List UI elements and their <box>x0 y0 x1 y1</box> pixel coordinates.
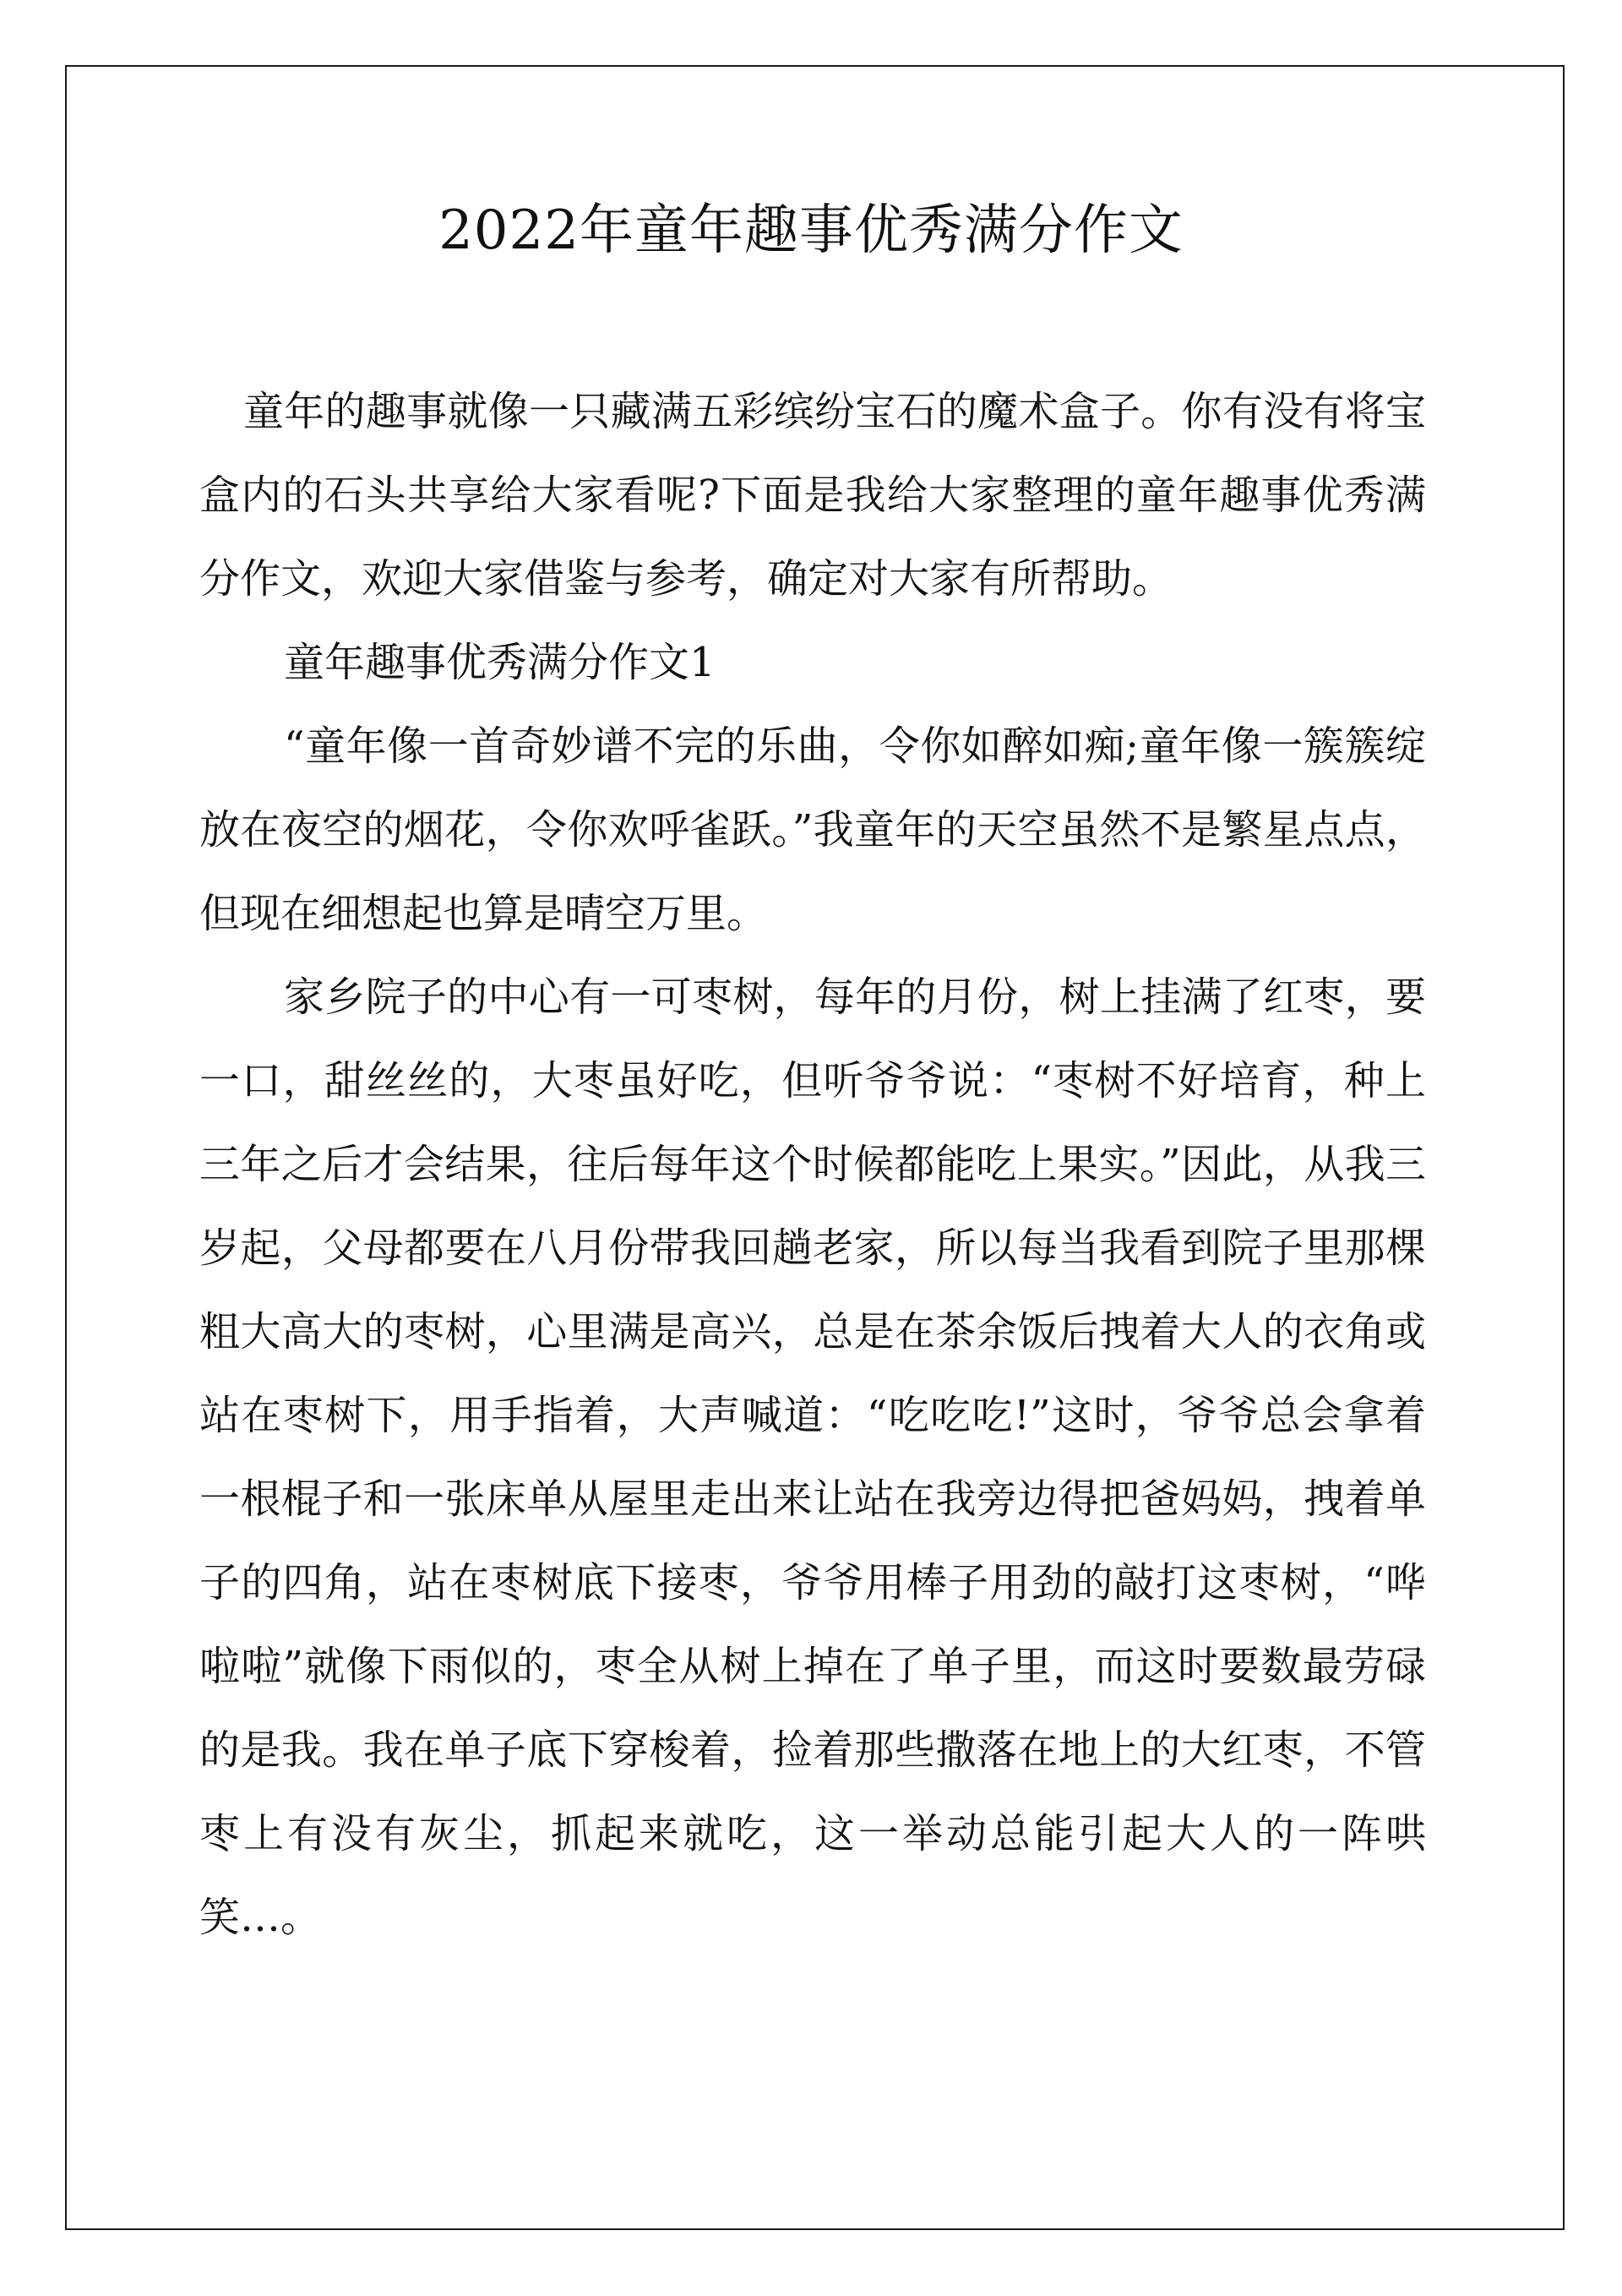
document-body <box>199 370 1426 1960</box>
document-title: 2022年童年趣事优秀满分作文 <box>438 199 1184 262</box>
intro-paragraph: 童年的趣事就像一只藏满五彩缤纷宝石的魔术盒子。你有没有将宝盒内的石头共享给大家看呢?下面是我给大家整理的童年趣事优秀满分作文，欢迎大家借鉴与参考，确定对大家有所帮助。 <box>199 388 1426 603</box>
body-paragraph: “童年像一首奇妙谱不完的乐曲，令你如醉如痴;童年像一簇簇绽放在夜空的烟花，令你欢呼雀跃。”我童年的天空虽然不是繁星点点，但现在细想起也算是晴空万里。 <box>199 723 1426 937</box>
body-paragraph: 家乡院子的中心有一可枣树，每年的月份，树上挂满了红枣，要一口，甜丝丝的，大枣虽好吃，但听爷爷说：“枣树不好培育，种上三年之后才会结果，往后每年这个时候都能吃上果实。”因此，从我三岁起，父母都要在八月份带我回趟老家，所以每当我看到院子里那棵粗大高大的枣树，心里满是高兴，总是在茶余饭后拽着大人的衣角或站在枣树下，用手指着，大声喊道：“吃吃吃!”这时，爷爷总会拿着一根棍子和一张床单从屋里走出来让站在我旁边得把爸妈妈，拽着单子的四角，站在枣树底下接枣，爷爷用棒子用劲的敲打这枣树，“哗啦啦”就像下雨似的，枣全从树上掉在了单子里，而这时要数最劳碌的是我。我在单子底下穿梭着，捡着那些撒落在地上的大红枣，不管枣上有没有灰尘，抓起来就吃，这一举动总能引起大人的一阵哄笑…。 <box>199 973 1426 1941</box>
section-heading: 童年趣事优秀满分作文1 <box>284 639 716 686</box>
